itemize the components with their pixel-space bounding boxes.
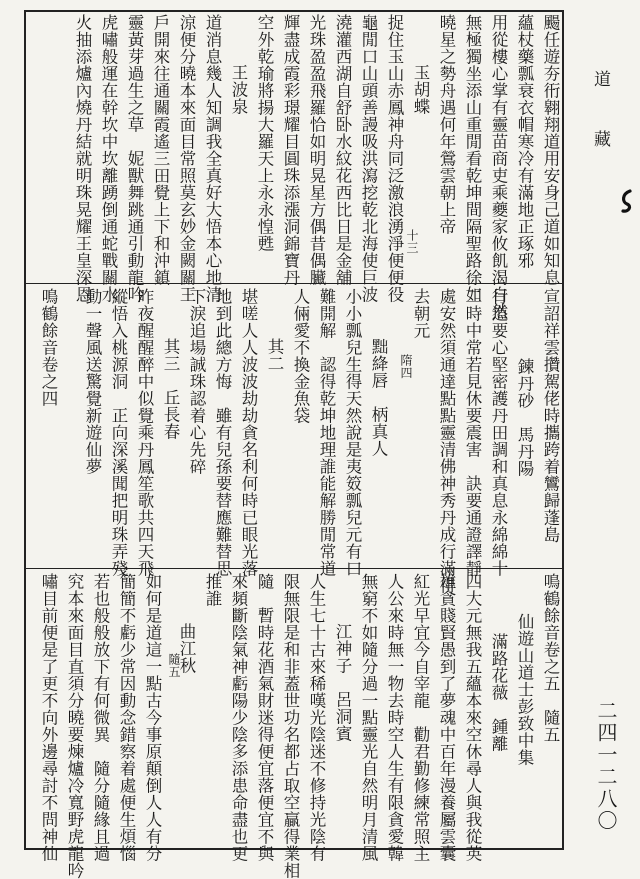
- text-column: 人倆愛不換金魚袋: [291, 288, 310, 424]
- poem-subtitle: 其二: [265, 338, 284, 372]
- poem-title: 滿路花薇 鍾離: [489, 633, 508, 752]
- side-title: 道: [590, 70, 610, 97]
- poem-title: 江神子 呂洞賓: [333, 623, 352, 742]
- text-column: 行道要心堅密護丹田調和真息永綿綿十: [489, 288, 508, 577]
- text-column: 地到此總方悔 雖有兒孫要替應難替思: [213, 288, 232, 577]
- text-column: 限無限是和非蓋世功名都占取空贏得業相: [281, 573, 300, 879]
- text-column: 來頻斷陰氣神虧陽少陰多添患命盡也更: [229, 573, 248, 862]
- text-column: 四大元無我五蘊本來空休尋人與我從英: [463, 573, 482, 862]
- text-column: 縱悟入桃源洞 正向深溪聞把明珠弄殘: [109, 288, 128, 577]
- text-column: 去朝元: [411, 288, 430, 339]
- text-column: 小小瓢兒生得天然說是夷笯瓢兒元有口: [343, 288, 362, 577]
- text-column: 昨夜醒醒醉中似覺乘丹鳳笙歌共四天飛: [135, 288, 154, 577]
- text-section-3: [28, 573, 560, 879]
- text-column: 虎嘯般運在幹坎中坎離踴倒通蛇戰關水: [99, 14, 118, 303]
- text-column: 颺任遊夯衎翱翔道用安身己道如知息: [541, 14, 560, 286]
- folio-marker: 隨五: [167, 653, 181, 678]
- text-column: 澆灌西湖自舒卧水紋花西比日是金舖: [333, 14, 352, 286]
- text-column: 捉住玉山赤鳳神舟同泛激浪湧淨便便役: [385, 14, 404, 303]
- text-column: 無極獨坐添山重閒看乾坤間隔聖路徐如: [463, 14, 482, 303]
- text-column: 嘯目前便是了更不向外邊尋討不問神仙: [39, 573, 58, 862]
- poem-title: 王波泉: [229, 64, 248, 115]
- text-column: 曉星之勢舟遇何年鶯雲朝上帝: [437, 14, 456, 235]
- volume-end-title: 鳴鶴餘音卷之四: [39, 288, 58, 407]
- text-column: 若也般般放下有何微異 隨分隨緣且過: [91, 573, 110, 862]
- text-column: 難開解 認得乾坤地理誰能解勝閒常道: [317, 288, 336, 577]
- poem-title: 鍊丹砂 馬丹陽: [515, 358, 534, 477]
- poem-title: 曲江秋: [177, 623, 196, 674]
- text-column: 推誰: [203, 573, 222, 607]
- text-column: 龜閒口山頭善謾吸洪瀉挖乾北海使巨波: [359, 14, 378, 303]
- text-column: 紅光早宜今自宰龍 勸君勤修練常照主: [411, 573, 430, 862]
- section-divider-2: [24, 568, 564, 569]
- folio-marker: 十三: [405, 229, 419, 254]
- poem-title: 黜絳唇 柄真人: [369, 338, 388, 457]
- text-column: 無窮不如隨分過一點靈光自然明月清風: [359, 573, 378, 862]
- poem-subtitle: 其三 丘長春: [161, 338, 180, 440]
- text-column: 如何是道這一點古今事原顛倒人人有分: [143, 573, 162, 862]
- text-column: 人生七十古來稀嘆光陰迷不修持光陰有: [307, 573, 326, 862]
- poem-title: 玉胡蝶: [411, 64, 430, 115]
- side-subtitle: 藏: [590, 130, 610, 157]
- text-column: 動一聲風送驚覺新遊仙夢: [83, 288, 102, 475]
- text-column: 雄貪賤賢愚到了夢魂中百年漫養屬雲囊: [437, 573, 456, 862]
- volume-title: 鳴鶴餘音卷之五 隨五: [541, 573, 560, 743]
- text-column: 簡簡不虧少常因動念錯察着處便生煩惱: [117, 573, 136, 862]
- text-column: 堪嗟人人波波劫劫貪名利何時已眼光落: [239, 288, 258, 577]
- text-column: 二時中常若見休要震害 訣要通證譯靜: [463, 288, 482, 577]
- text-column: 輝盡成霞彩璟耀目圓珠添漲洞錦寶丹: [281, 14, 300, 286]
- text-column: 空外乾瑜將揚大羅天上永永惶甦: [255, 14, 274, 252]
- text-column: 蘊杖藥瓢衰衣帽寒冷有滿地正琢邪: [515, 14, 534, 269]
- page-number: 二四一二八〇: [594, 700, 618, 832]
- text-column: 人公來時無一物去時空人生有限貪愛韓: [385, 573, 404, 862]
- text-column: 光珠盈盈飛羅恰如明晃星方偶昔偶臟: [307, 14, 326, 286]
- text-column: 下淚追場誠珠認着心先碎: [187, 288, 206, 475]
- margin-mark-icon: [620, 188, 634, 214]
- text-column: 道消息幾人知調我全真好大悟本心地清: [203, 14, 222, 303]
- text-column: 宣詔祥雲攢駕佬時攜跨着鸞歸蓬島: [541, 288, 560, 543]
- text-column: 靈黃芽過生之草 妮獸舞跳通引動龍吟: [125, 14, 144, 303]
- text-column: 究本來面目直須分曉要煉爐冷寬野虎龍吟: [65, 573, 84, 879]
- text-column: 處安然須通達點點靈清佛神秀丹成行滿得: [437, 288, 456, 594]
- text-column: 火抽添爐內燒丹結就明珠晃耀王皇深恩: [73, 14, 92, 303]
- folio-marker: 隋四: [399, 354, 413, 379]
- text-column: 涼便分曉本來面目常照莫玄妙金闕關王: [177, 14, 196, 303]
- compiler-credit: 仙遊山道士彭致中集: [515, 613, 534, 766]
- text-column: 隨 暫時花酒氣財迷得便宜落便宜不與: [255, 573, 274, 862]
- text-column: 戶開來往通關霞遙三田覺上下和沖鎮: [151, 14, 170, 286]
- text-column: 用從樓心掌有靈苗商吏乘夔家攸飢渴自然: [489, 14, 508, 320]
